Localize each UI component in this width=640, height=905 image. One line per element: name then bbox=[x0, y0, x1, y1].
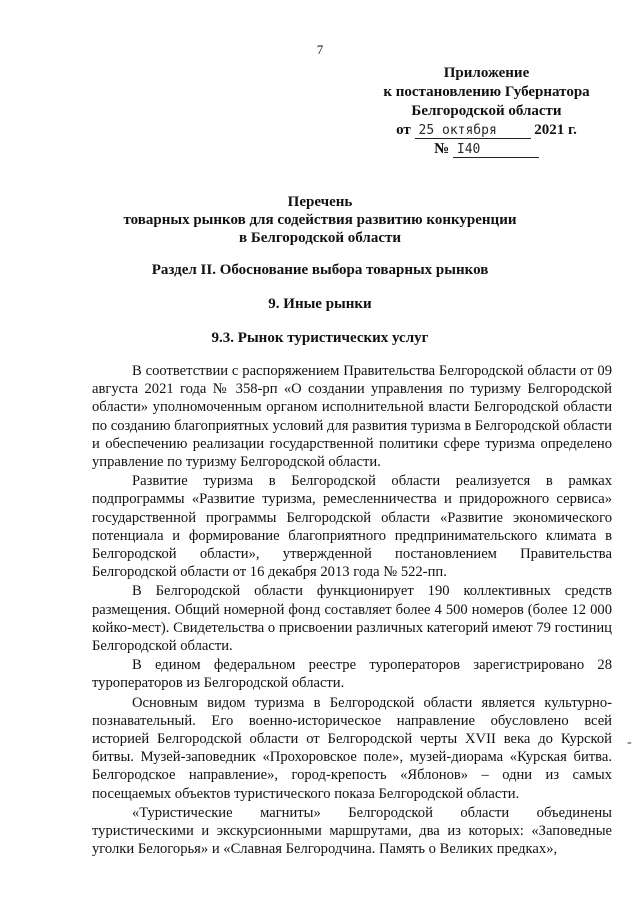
paragraph: В едином федеральном реестре туроператоров зарегистрировано 28 туроператоров из Белгородской области. bbox=[92, 657, 612, 692]
date-prefix: от bbox=[396, 122, 411, 138]
title-line-2: товарных рынков для содействия развитию конкуренции bbox=[123, 212, 517, 228]
title-line-1: Перечень bbox=[287, 194, 353, 210]
section-heading: Раздел II. Обоснование выбора товарных рынков bbox=[151, 262, 489, 278]
document-body bbox=[92, 362, 612, 858]
appendix-number-line bbox=[379, 140, 594, 159]
number-prefix: № bbox=[434, 141, 450, 157]
paragraph: Развитие туризма в Белгородской области реализуется в рамках подпрограммы «Развитие туризма, ремесленничества и придорожного сервиса» государственной программы Белгородской области «Развитие экономического потенциала и формирование благоприятного предпринимательского климата в Белгородской области», утвержденной постановлением Правительства Белгородской области от 16 декабря 2013 года № 522-пп. bbox=[92, 473, 612, 581]
paragraph: «Туристические магниты» Белгородской области объединены туристическими и экскурсионными маршрутами, два из которых: «Заповедные уголки Белогорья» и «Славная Белгородчина. Память о Великих предках», bbox=[92, 804, 612, 858]
handwritten-date: 25 октября bbox=[415, 124, 531, 139]
page-number: 7 bbox=[316, 42, 324, 57]
handwritten-number: I40 bbox=[453, 143, 539, 158]
document-title bbox=[0, 193, 640, 247]
date-year: 2021 г. bbox=[534, 122, 577, 138]
appendix-decree-line: к постановлению Губернатора bbox=[383, 84, 590, 100]
appendix-block bbox=[379, 64, 594, 159]
appendix-title: Приложение bbox=[443, 65, 530, 81]
appendix-date-line bbox=[379, 121, 594, 140]
appendix-region-line: Белгородской области bbox=[411, 103, 562, 119]
paragraph: В Белгородской области функционирует 190 коллективных средств размещения. Общий номерной фонд составляет более 4 500 номеров (более 12 000 койко-мест). Свидетельства о присвоении различных категорий имеют 79 гостиниц Белгородской области. bbox=[92, 583, 612, 655]
margin-mark: - bbox=[627, 735, 632, 750]
subsection-heading: 9. Иные рынки bbox=[268, 296, 372, 312]
paragraph: В соответствии с распоряжением Правительства Белгородской области от 09 августа 2021 года № 358-рп «О создании управления по туризму Белгородской области» уполномоченным органом исполнительной власти Белгородской области по созданию благоприятных условий для развития туризма в Белгородской области и обеспечению реализации государственной политики сфере туризма определено управление по туризму Белгородской области. bbox=[92, 363, 612, 471]
subsubsection-heading: 9.3. Рынок туристических услуг bbox=[211, 330, 429, 346]
paragraph: Основным видом туризма в Белгородской области является культурно-познавательный. Его военно-историческое направление обусловлено всей историей Белгородской области от Белгородской черты XVII века до Курской битвы. Музей-заповедник «Прохоровское поле», музей-диорама «Курская битва. Белгородское направление», город-крепость «Яблонов» – одни из самых посещаемых объектов туристического показа Белгородской области. bbox=[92, 694, 612, 802]
title-line-3: в Белгородской области bbox=[239, 230, 401, 246]
